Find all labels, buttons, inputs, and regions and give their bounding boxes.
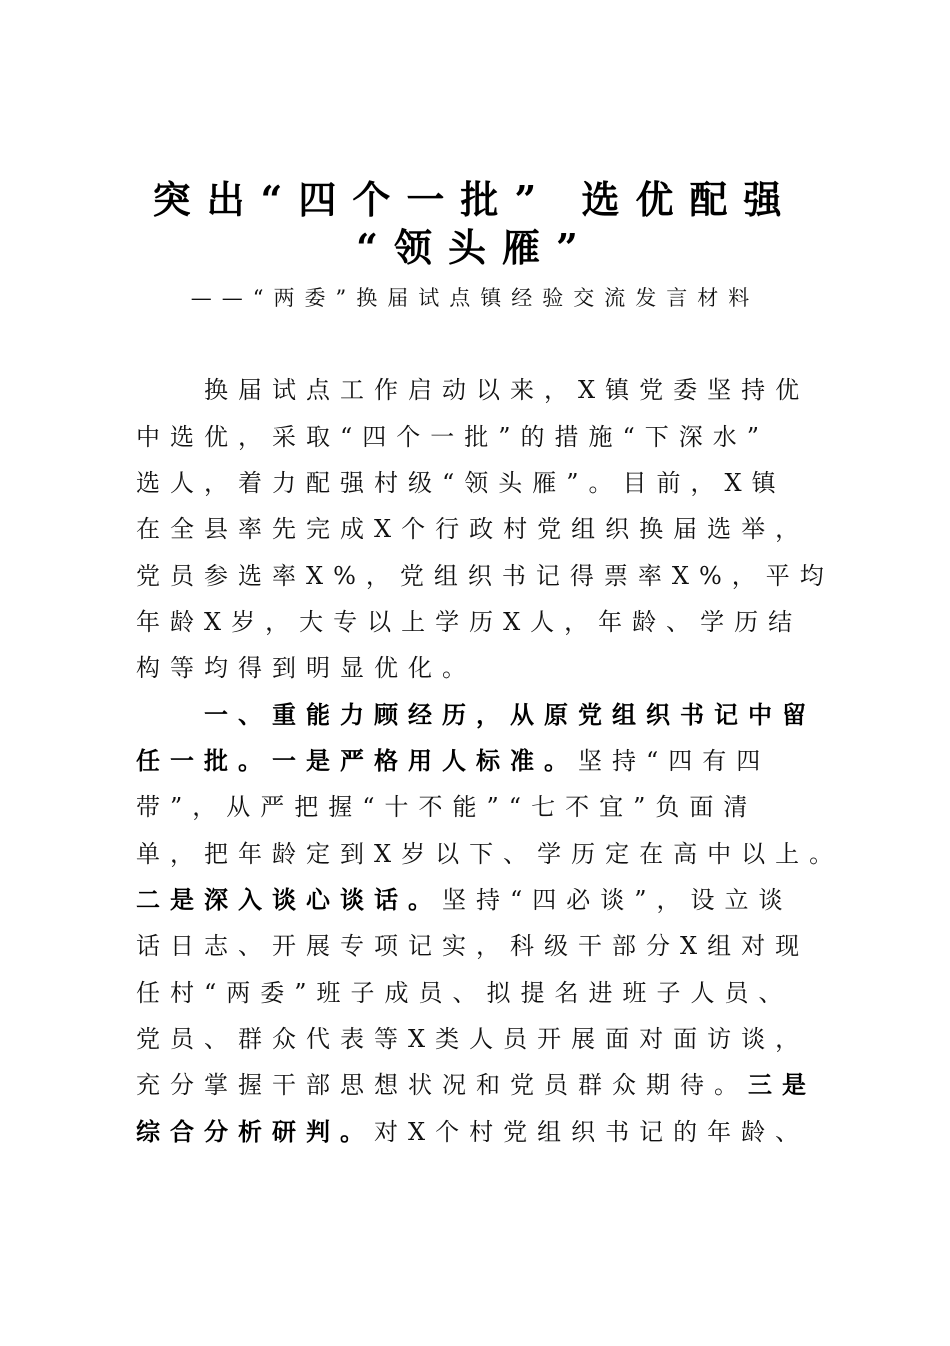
body-line: 构等均得到明显优化。 xyxy=(136,654,476,682)
normal-run: 对X个村党组织书记的年龄、 xyxy=(374,1118,810,1146)
body-line xyxy=(136,1115,816,1149)
bold-run: 综合分析研判。 xyxy=(136,1117,374,1146)
body-line: 在全县率先完成X个行政村党组织换届选举， xyxy=(136,515,810,543)
body-line: 中选优，采取“四个一批”的措施“下深水” xyxy=(136,423,770,451)
normal-run: 坚持“四有四 xyxy=(578,747,771,775)
body-line: 换届试点工作启动以来，X镇党委坚持优 xyxy=(204,376,810,404)
body-line: 带”，从严把握“十不能”“七不宜”负面清 xyxy=(136,793,758,821)
body-line: 单，把年龄定到X岁以下、学历定在高中以上。 xyxy=(136,840,844,868)
bold-run: 二是深入谈心谈话。 xyxy=(136,885,442,914)
bold-run: 三是 xyxy=(748,1070,816,1099)
section-heading-line: 一、重能力顾经历，从原党组织书记中留 xyxy=(204,700,816,729)
document-subtitle: ——“两委”换届试点镇经验交流发言材料 xyxy=(190,286,760,310)
normal-run: 充分掌握干部思想状况和党员群众期待。 xyxy=(136,1071,748,1099)
body-line: 话日志、开展专项记实，科级干部分X组对现 xyxy=(136,932,810,960)
document-title-line-1: 突出“四个一批” 选优配强 xyxy=(152,177,798,222)
body-line: 年龄X岁，大专以上学历X人，年龄、学历结 xyxy=(136,608,803,636)
body-line xyxy=(136,744,816,778)
document-title-line-2: “领头雁” xyxy=(356,225,594,270)
body-line: 选人，着力配强村级“领头雁”。目前，X镇 xyxy=(136,469,786,497)
body-line xyxy=(136,1068,816,1102)
normal-run: 坚持“四必谈”，设立谈 xyxy=(442,886,793,914)
bold-run: 任一批。一是严格用人标准。 xyxy=(136,746,578,775)
body-line: 任村“两委”班子成员、拟提名进班子人员、 xyxy=(136,979,793,1007)
body-line: 党员、群众代表等X类人员开展面对面访谈， xyxy=(136,1025,810,1053)
body-line: 党员参选率X%，党组织书记得票率X%，平均 xyxy=(136,562,834,590)
body-line xyxy=(136,883,816,917)
